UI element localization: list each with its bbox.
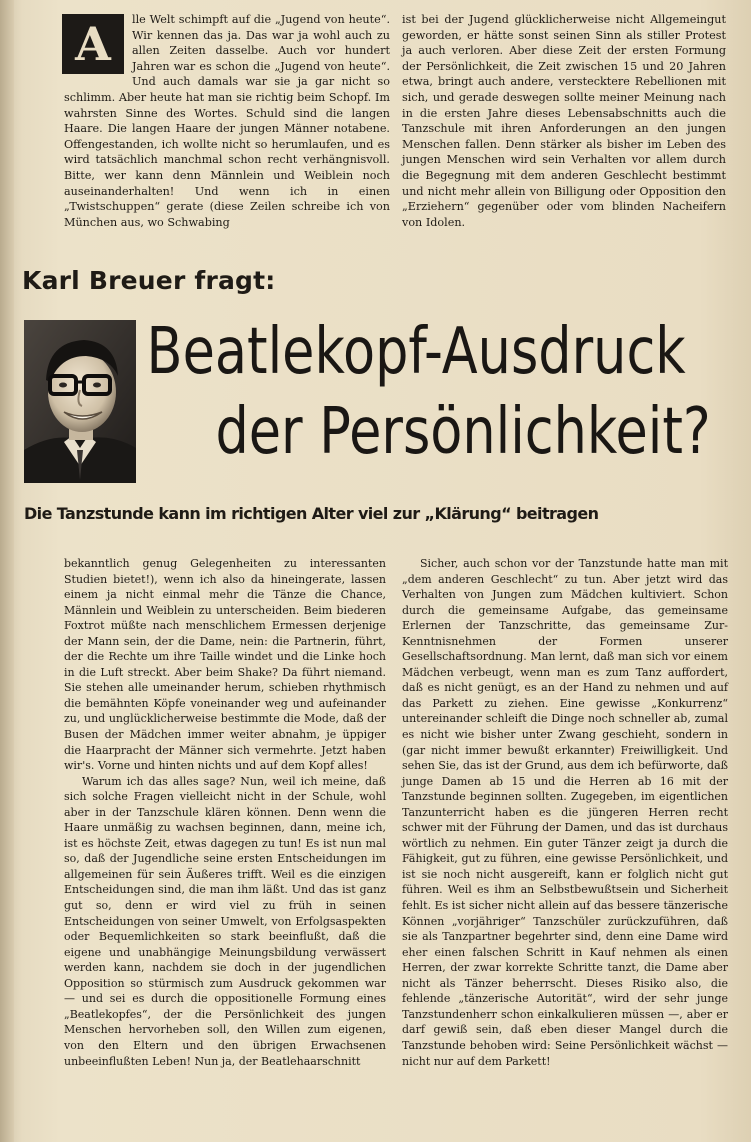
body-paragraph: Sicher, auch schon vor der Tanzstunde hatte man mit „dem anderen Geschlecht“ zu tun. Aber jetzt wird das Verhalten von Jungen zum Mädchen kultiviert. Schon durch die gemeinsame Aufgabe, das gemeinsame Erlernen der Tanzschritte, das gemeinsame Zur-Kenntnisnehmen der Formen unserer Gesellschaftsordnung. Man lernt, daß man sich vor einem Mädchen verbeugt, wenn man es zum Tanz auffordert, daß es nicht genügt, es an der Hand zu nehmen und auf das Parkett zu ziehen. Eine gewisse „Konkurrenz“ untereinander schleift die Dinge noch schneller ab, zumal es nicht wie bisher unter Zwang geschieht, sondern in (gar nicht immer bewußt erkannter) Freiwilligkeit. Und sehen Sie, das ist der Grund, aus dem ich befürworte, daß junge Damen ab 15 und die Herren ab 16 mit der Tanzstunde beginnen sollten. Zugegeben, im eigentlichen Tanzunterricht haben es die jüngeren Herren recht schwer mit der Führung der Damen, und das ist durchaus wörtlich zu nehmen. Ein guter Tänzer zeigt ja durch die Fähigkeit, gut zu führen, eine gewisse Persönlichkeit, und ist sie noch nicht ausgereift, kann er folglich nicht gut führen. Weil es ihm an Selbstbewußtsein und Sicherheit fehlt. Es ist sicher nicht allein auf das bessere tänzerische Können „vorjähriger“ Tanzschüler zurückzuführen, daß sie als Tanzpartner begehrter sind, denn eine Dame wird eher einen falschen Schritt in Kauf nehmen als einen Herren, der zwar korrekte Schritte tanzt, die Dame aber nicht als Tänzer beherrscht. Dieses Risiko also, die fehlende „tänzerische Autorität“, wird der sehr junge Tanzstundenherr schon einkalkulieren müssen —, aber er darf gewiß sein, daß eben dieser Mangel durch die Tanzstunde behoben wird: Seine Persönlichkeit wächst — nicht nur auf dem Parkett! [402, 557, 728, 1068]
binding-gutter [0, 0, 14, 1142]
headline-line-2: der Persönlichkeit? [215, 395, 711, 469]
intro-text-right: ist bei der Jugend glücklicherweise nicht Allgemeingut geworden, er hätte sonst seinen Sinn als stiller Protest ja auch verloren. Aber diese Zeit der ersten Formung der Persönlichkeit, die Zeit zwischen 15 und 20 Jahren etwa, bringt auch andere, verstecktere Rebellionen mit sich, und gerade deswegen sollte meiner Meinung nach in die ersten Jahre dieses Lebensabschnitts auch die Tanzschule mit ihren Anforderungen an den jungen Menschen fallen. Denn stärker als bisher im Leben des jungen Menschen wird sein Verhalten vor allem durch die Begegnung mit dem anderen Geschlecht bestimmt und nicht mehr allein von Billigung oder Opposition den „Erziehern“ gegenüber oder vom blinden Nacheifern von Idolen. [402, 13, 726, 229]
author-portrait [24, 320, 136, 483]
body-column-left [64, 556, 386, 1069]
author-kicker: Karl Breuer fragt: [22, 266, 276, 295]
body-paragraph: bekanntlich genug Gelegenheiten zu interessanten Studien bietet!), wenn ich also da hineingerate, lassen einem ja nicht einmal mehr die Tänze die Chance, Männlein und Weiblein zu unterscheiden. Beim biederen Foxtrot müßte nach menschlichem Ermessen derjenige der Mann sein, der die Dame, nein: die Partnerin, führt, der die Rechte um ihre Taille windet und die Linke hoch in die Luft streckt. Aber beim Shake? Da führt niemand. Sie stehen alle umeinander herum, schieben rhythmisch die bemähnten Köpfe voneinander weg und aufeinander zu, und unglücklicherweise bestimmte die Mode, daß der Busen der Mädchen immer weiter abnahm, je üppiger die Haarpracht der Männer sich vermehrte. Jetzt haben wir's. Vorne und hinten nichts und auf dem Kopf alles! [64, 557, 386, 773]
intro-text-left: lle Welt schimpft auf die „Jugend von heute“. Wir kennen das ja. Das war ja wohl auch zu allen Zeiten dasselbe. Auch vor hundert Jahren war es schon die „Jugend von heute“. Und auch damals war sie ja gar nicht so schlimm. Aber heute hat man sie richtig beim Schopf. Im wahrsten Sinne des Wortes. Schuld sind die langen Haare. Die langen Haare der jungen Männer notabene. Offengestanden, ich wollte nicht so herumlaufen, und es wird tatsächlich manchmal schon recht verhängnisvoll. Bitte, wer kann denn Männlein und Weiblein noch auseinanderhalten! Und wenn ich in einen „Twistschuppen“ gerate (diese Zeilen schreibe ich von München aus, wo Schwabing [64, 13, 390, 229]
drop-cap: A [62, 14, 124, 74]
subheadline: Die Tanzstunde kann im richtigen Alter viel zur „Klärung“ beitragen [24, 504, 599, 523]
portrait-photo-icon [24, 320, 136, 483]
headline-line-1: Beatlekopf-Ausdruck [146, 315, 686, 389]
intro-column-right [402, 12, 726, 230]
body-column-right [402, 556, 728, 1069]
body-paragraph: Warum ich das alles sage? Nun, weil ich meine, daß sich solche Fragen vielleicht nicht in der Schule, wohl aber in der Tanzschule klären können. Denn wenn die Haare unmäßig zu wachsen beginnen, dann, meine ich, ist es höchste Zeit, etwas dagegen zu tun! Es ist nun mal so, daß der Jugendliche seine ersten Entscheidungen im allgemeinen für sein Äußeres trifft. Weil es die einzigen Entscheidungen sind, die man ihm läßt. Und das ist ganz gut so, denn er wird viel zu früh in seinen Entscheidungen von seiner Umwelt, von Erfolgsaspekten oder Bequemlichkeiten so stark beeinflußt, daß die eigene und unabhängige Meinungsbildung verwässert werden kann, nachdem sie doch in der jugendlichen Opposition so stürmisch zum Ausdruck gekommen war — und sei es durch die oppositionelle Formung eines „Beatlekopfes“, der die Persönlichkeit des jungen Menschen hervorheben soll, den Willen zum eigenen, von den Eltern und den übrigen Erwachsenen unbeeinflußten Leben! Nun ja, der Beatlehaarschnitt [64, 774, 386, 1068]
intro-column-left [64, 12, 390, 230]
